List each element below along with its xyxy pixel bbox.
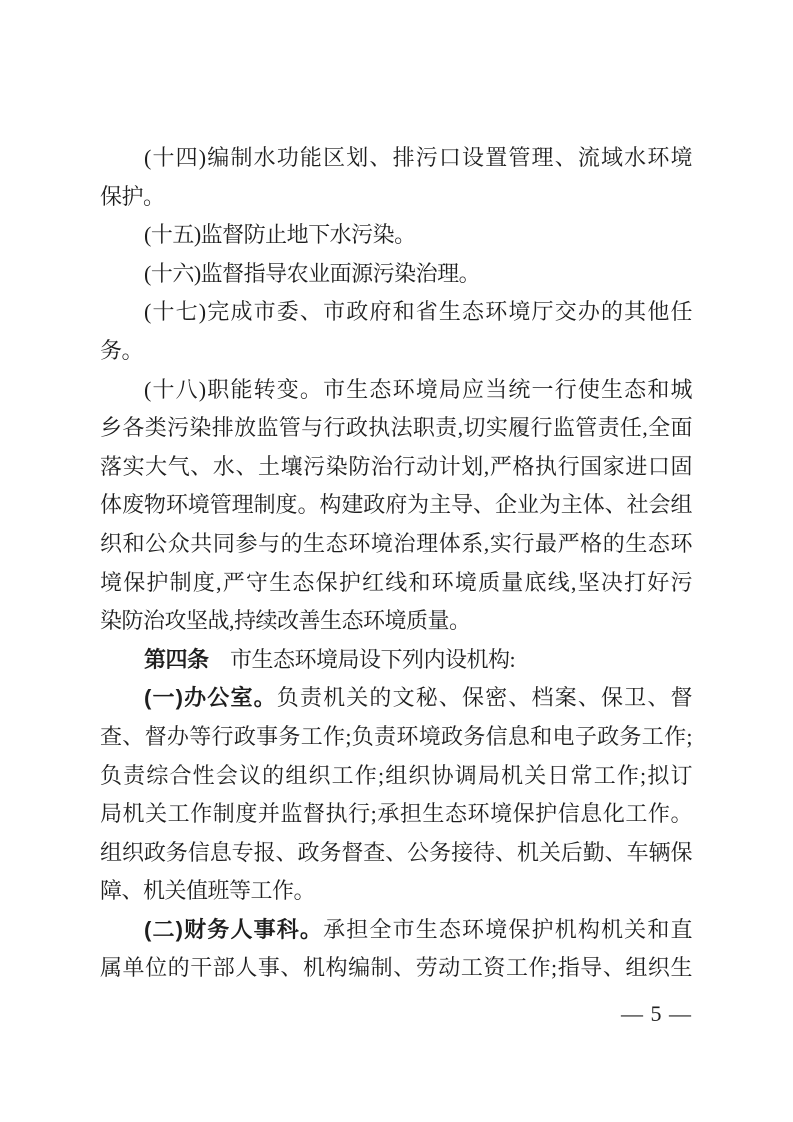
text-line-7 [100,371,692,410]
body-text: (十四)编制水功能区划、排污口设置管理、流域水环境 [144,145,692,170]
body-text: 染防治攻坚战,持续改善生态环境质量。 [100,608,471,634]
text-line-18 [100,795,692,834]
text-line-6 [100,332,692,371]
body-text: 组织政务信息专报、政务督查、公务接待、机关后勤、车辆保 [100,839,692,865]
text-line-15 [100,679,692,718]
body-text: 局机关工作制度并监督执行;承担生态环境保护信息化工作。 [100,801,692,827]
text-line-1 [100,139,692,178]
body-text: 乡各类污染排放监管与行政执法职责,切实履行监管责任,全面 [100,415,692,441]
text-line-16 [100,718,692,757]
body-text: 务。 [100,337,144,363]
text-line-22 [100,949,692,988]
body-text: 查、督办等行政事务工作;负责环境政务信息和电子政务工作; [100,723,692,749]
text-line-3 [100,216,692,255]
body-text: 保护。 [100,183,165,209]
document-body [100,139,692,988]
text-line-17 [100,757,692,796]
body-text: 境保护制度,严守生态保护红线和环境质量底线,坚决打好污 [100,569,692,595]
text-line-13 [100,602,692,641]
text-line-9 [100,448,692,487]
text-line-21 [100,911,692,950]
text-line-5 [100,293,692,332]
text-line-20 [100,872,692,911]
text-line-11 [100,525,692,564]
body-text: 属单位的干部人事、机构编制、劳动工资工作;指导、组织生 [100,955,692,981]
body-text: 负责机关的文秘、保密、档案、保卫、督 [276,685,692,711]
body-text: (十八)职能转变。市生态环境局应当统一行使生态和城 [144,376,692,402]
body-text: 障、机关值班等工作。 [100,878,316,904]
body-text: (十七)完成市委、市政府和省生态环境厅交办的其他任 [144,299,692,325]
text-line-4 [100,255,692,294]
body-text: 落实大气、水、土壤污染防治行动计划,严格执行国家进口固 [100,453,692,479]
body-text: (十五)监督防止地下水污染。 [144,222,416,248]
bold-heading-text: (一)办公室。 [144,685,277,711]
bold-heading-text: (二)财务人事科。 [144,916,324,942]
text-line-8 [100,409,692,448]
page-number: — 5 — [621,1001,692,1026]
text-line-14 [100,641,692,680]
body-text: 承担全市生态环境保护机构机关和直 [323,916,692,942]
body-text: 体废物环境管理制度。构建政府为主导、企业为主体、社会组 [100,492,692,518]
body-text: 织和公众共同参与的生态环境治理体系,实行最严格的生态环 [100,530,692,556]
body-text: 市生态环境局设下列内设机构: [208,646,516,672]
text-line-10 [100,486,692,525]
body-text: (十六)监督指导农业面源污染治理。 [144,260,481,286]
text-line-2 [100,178,692,217]
text-line-12 [100,564,692,603]
bold-heading-text: 第四条 [144,646,209,672]
text-line-19 [100,834,692,873]
body-text: 负责综合性会议的组织工作;组织协调局机关日常工作;拟订 [100,762,692,788]
